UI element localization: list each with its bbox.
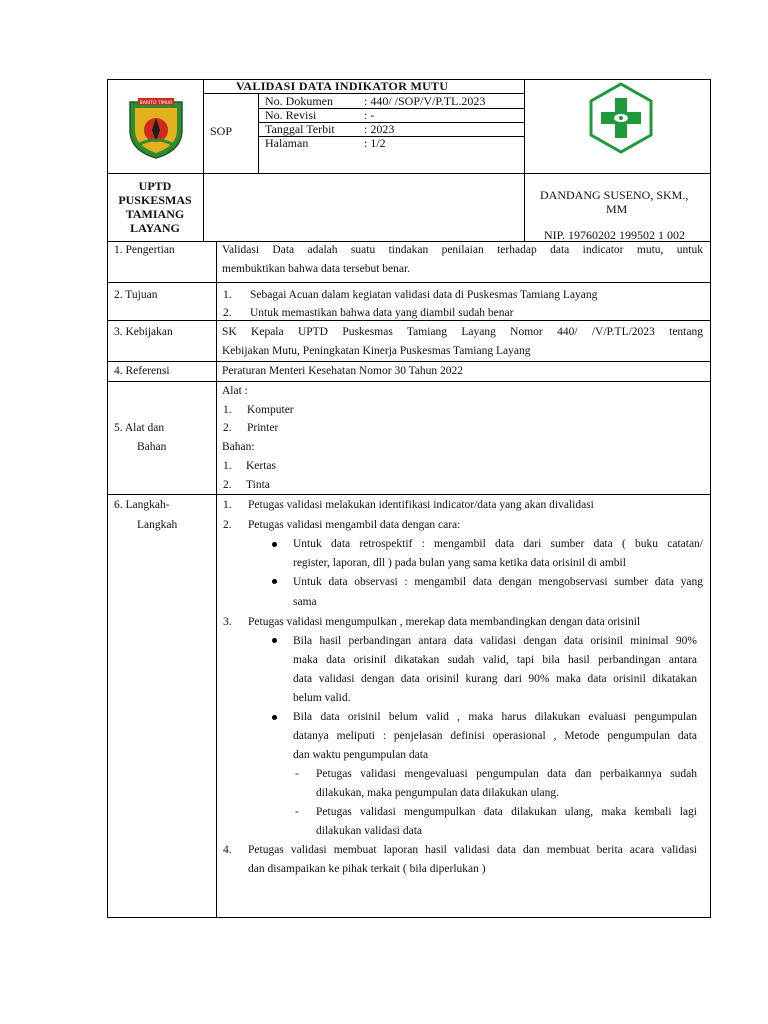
meta-page-value: : 1/2 xyxy=(364,136,386,150)
row-label-pengertian: 1. Pengertian xyxy=(114,244,175,256)
step-4-line-1: Petugas validasi membuat laporan hasil validasi data dan membuat berita acara validasi xyxy=(248,844,697,856)
referensi-text: Peraturan Menteri Kesehatan Nomor 30 Tahun 2022 xyxy=(222,365,464,377)
step-2-bullet-2-line-2: sama xyxy=(293,596,317,608)
alat-item-2: Printer xyxy=(247,422,279,434)
step-2-bullet-1-line-1: Untuk data retrospektif : mengambil data dari sumber data ( buku catatan/ xyxy=(293,538,703,550)
step-3-dash-1: - xyxy=(295,768,299,780)
step-3-dash-1-line-1: Petugas validasi mengevaluasi pengumpulan data dan perbaikannya sudah xyxy=(316,768,697,780)
org-line-3: TAMIANG xyxy=(125,207,185,221)
bahan-num-1: 1. xyxy=(223,460,232,472)
document-title: VALIDASI DATA INDIKATOR MUTU xyxy=(236,79,449,93)
step-3-bullet-1-line-1: Bila hasil perbandingan antara data validasi dengan data orisinil minimal 90% xyxy=(293,635,697,647)
puskesmas-logo xyxy=(585,82,657,154)
tujuan-num-1: 1. xyxy=(223,289,232,301)
step-3-dash-2-line-2: dilakukan validasi data xyxy=(316,825,423,837)
step-3-bullet-2-line-2: datanya meliputi : penjelasan definisi operasional , Metode pengumpulan data xyxy=(293,730,697,742)
row-label-referensi: 4. Referensi xyxy=(114,365,170,377)
step-2-bullet-1 xyxy=(272,542,277,547)
meta-page-label: Halaman xyxy=(265,136,309,150)
step-3-bullet-2-line-1: Bila data orisinil belum valid , maka harus dilakukan evaluasi pengumpulan xyxy=(293,711,697,723)
step-3-num: 3. xyxy=(223,616,232,628)
step-1-text: Petugas validasi melakukan identifikasi indicator/data yang akan divalidasi xyxy=(248,499,594,511)
row-label-langkah-2: Langkah xyxy=(137,519,178,531)
pengertian-line-2: membuktikan bahwa data tersebut benar. xyxy=(222,263,411,275)
step-2-bullet-2-line-1: Untuk data observasi : mengambil data dengan mengobservasi sumber data yang xyxy=(293,576,703,588)
row-label-langkah-1: 6. Langkah- xyxy=(114,499,170,511)
signer-nip: NIP. 19760202 199502 1 002 xyxy=(544,228,686,242)
tujuan-item-1: Sebagai Acuan dalam kegiatan validasi data di Puskesmas Tamiang Layang xyxy=(250,289,598,301)
alat-heading: Alat : xyxy=(222,385,248,397)
meta-issue-date-label: Tanggal Terbit xyxy=(265,122,335,136)
org-line-1: UPTD xyxy=(138,179,172,193)
alat-num-1: 1. xyxy=(223,404,232,416)
step-3-dash-1-line-2: dilakukan, maka pengumpulan data dilakukan ulang. xyxy=(316,787,560,799)
step-3-bullet-1-line-2: maka data orisinil dikatakan sudah valid, tapi bila hasil perbandingan antara xyxy=(293,654,697,666)
step-3-dash-2: - xyxy=(295,806,299,818)
step-2-num: 2. xyxy=(223,519,232,531)
meta-doc-number-value: : 440/ /SOP/V/P.TL.2023 xyxy=(364,94,486,108)
kebijakan-line-2: Kebijakan Mutu, Peningkatan Kinerja Puskesmas Tamiang Layang xyxy=(222,345,531,357)
step-3-bullet-1-line-3: data validasi dengan data orisinil kurang dari 90% maka data orisinil dikatakan xyxy=(293,673,697,685)
step-3-bullet-1-line-4: belum valid. xyxy=(293,692,351,704)
alat-num-2: 2. xyxy=(223,422,232,434)
org-line-2: PUSKESMAS xyxy=(118,193,192,207)
tujuan-item-2: Untuk memastikan bahwa data yang diambil sudah benar xyxy=(250,307,514,319)
step-3-dash-2-line-1: Petugas validasi mengumpulkan data dilakukan ulang, maka kembali lagi xyxy=(316,806,697,818)
tujuan-num-2: 2. xyxy=(223,307,232,319)
row-label-alat-2: Bahan xyxy=(137,441,167,453)
kebijakan-line-1: SK Kepala UPTD Puskesmas Tamiang Layang Nomor 440/ /V/P.TL/2023 tentang xyxy=(222,326,703,338)
bahan-heading: Bahan: xyxy=(222,441,255,453)
row-label-tujuan: 2. Tujuan xyxy=(114,289,158,301)
step-3-text: Petugas validasi mengumpulkan , merekap data membandingkan dengan data orisinil xyxy=(248,616,641,628)
row-label-kebijakan: 3. Kebijakan xyxy=(114,326,173,338)
step-1-num: 1. xyxy=(223,499,232,511)
step-3-bullet-2-line-3: dan waktu pengumpulan data xyxy=(293,749,429,761)
signer-name: DANDANG SUSENO, SKM., xyxy=(540,188,689,202)
org-line-4: LAYANG xyxy=(130,221,180,235)
signer-title: MM xyxy=(606,202,628,216)
sop-label: SOP xyxy=(210,124,233,138)
emblem-banner-text: BARITO TIMUR xyxy=(139,101,173,106)
meta-doc-number-label: No. Dokumen xyxy=(265,94,333,108)
org-name xyxy=(107,179,203,235)
bahan-num-2: 2. xyxy=(223,479,232,491)
alat-item-1: Komputer xyxy=(247,404,294,416)
meta-revision-label: No. Revisi xyxy=(265,108,317,122)
meta-revision-value: : - xyxy=(364,108,375,122)
step-4-line-2: dan disampaikan ke pihak terkait ( bila diperlukan ) xyxy=(248,863,486,875)
pengertian-line-1: Validasi Data adalah suatu tindakan penilaian terhadap data indicator mutu, untuk xyxy=(222,244,703,256)
bahan-item-2: Tinta xyxy=(246,479,270,491)
step-2-bullet-2 xyxy=(272,579,277,584)
step-3-bullet-2 xyxy=(272,715,277,720)
step-4-num: 4. xyxy=(223,844,232,856)
step-3-bullet-1 xyxy=(272,638,277,643)
regency-emblem-logo xyxy=(126,96,186,160)
step-2-text: Petugas validasi mengambil data dengan cara: xyxy=(248,519,461,531)
row-label-alat-1: 5. Alat dan xyxy=(114,422,165,434)
step-2-bullet-1-line-2: register, laporan, dll ) pada bulan yang sama ketika data orisinil di ambil xyxy=(293,557,626,569)
bahan-item-1: Kertas xyxy=(246,460,277,472)
meta-issue-date-value: : 2023 xyxy=(364,122,395,136)
